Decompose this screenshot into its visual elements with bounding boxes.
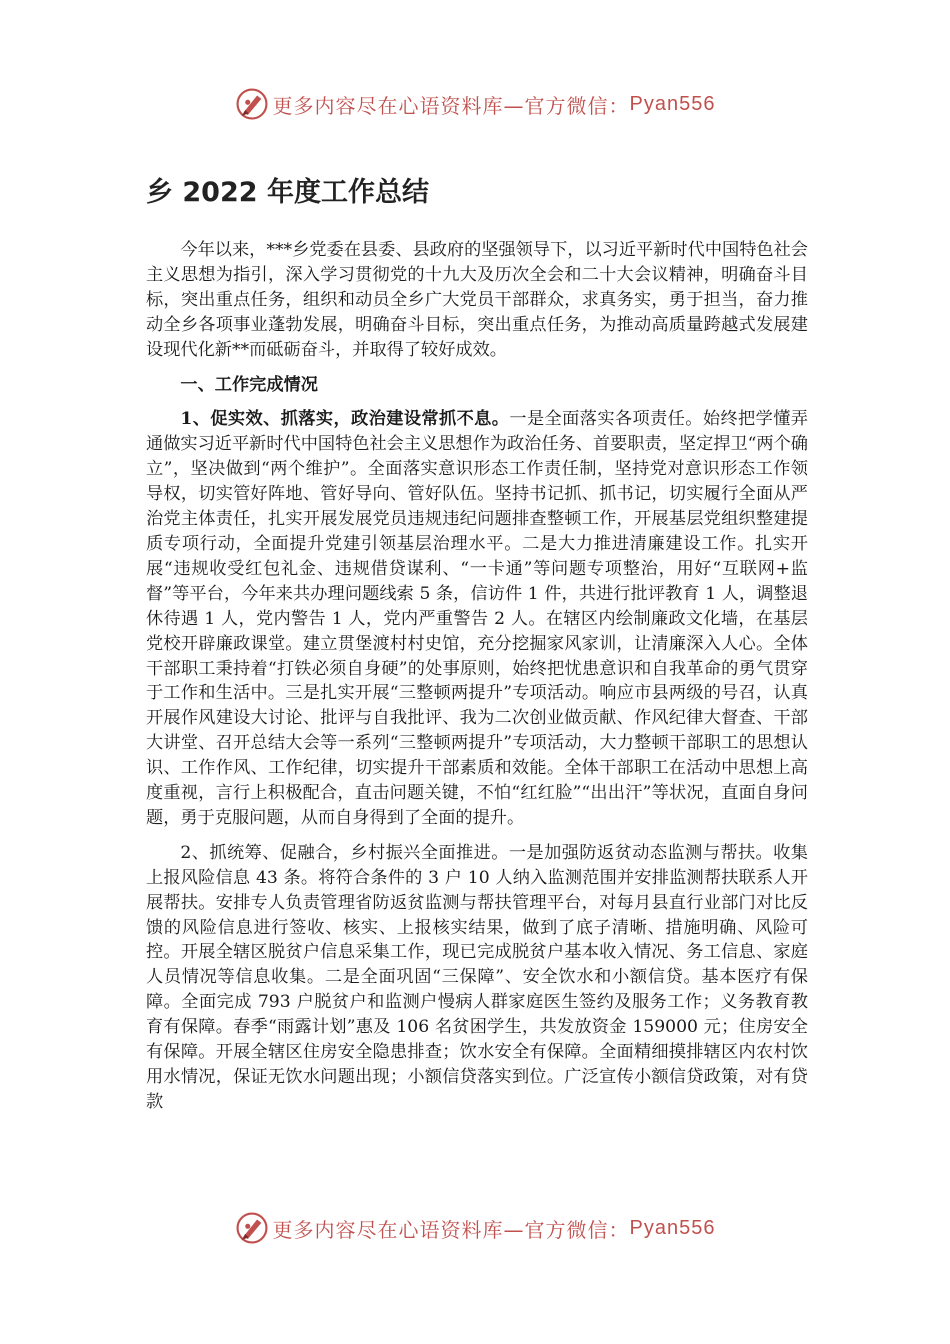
watermark-wechat-id: Pyan556 — [629, 92, 716, 115]
paragraph-1-body: 一是全面落实各项责任。始终把学懂弄通做实习近平新时代中国特色社会主义思想作为政治任务、首要职责，坚定捍卫“两个确立”，坚决做到“两个维护”。全面落实意识形态工作责任制，坚持党对意识形态工作领导权，切实管好阵地、管好导向、管好队伍。坚持书记抓、抓书记，切实履行全面从严治党主体责任，扎实开展发展党员违规违纪问题排查整顿工作，开展基层党组织整建提质专项行动，全面提升党建引领基层治理水平。二是大力推进清廉建设工作。扎实开展“违规收受红包礼金、违规借贷谋利、“一卡通”等问题专项整治，用好“互联网+监督”等平台，今年来共办理问题线索 5 条，信访件 1 件，共进行批评教育 1 人，调整退休待遇 1 人，党内警告 1 人，党内严重警告 2 人。在辖区内绘制廉政文化墙，在基层党校开辟廉政课堂。建立贯堡渡村村史馆，充分挖掘家风家训，让清廉深入人心。全体干部职工秉持着“打铁必须自身硬”的处事原则，始终把忧患意识和自我革命的勇气贯穿于工作和生活中。三是扎实开展“三整顿两提升”专项活动。响应市县两级的号召，认真开展作风建设大讨论、批评与自我批评、我为二次创业做贡献、作风纪律大督查、干部大讲堂、召开总结大会等一系列“三整顿两提升”专项活动，大力整顿干部职工的思想认识、工作作风、工作纪律，切实提升干部素质和效能。全体干部职工在活动中思想上高度重视，言行上积极配合，直击问题关键，不怕“红红脸”“出出汗”等状况，直面自身问题，勇于克服问题，从而自身得到了全面的提升。 — [146, 409, 808, 828]
paragraph-1-lead: 1、促实效、抓落实，政治建设常抓不息。 — [180, 409, 510, 430]
watermark-footer — [0, 1208, 950, 1248]
watermark-text: 更多内容尽在心语资料库—官方微信： — [272, 93, 630, 118]
watermark-text: 更多内容尽在心语资料库—官方微信： — [272, 1217, 630, 1242]
document-body — [146, 168, 808, 1125]
watermark-header — [0, 84, 950, 124]
document-title: 乡 2022 年度工作总结 — [146, 177, 429, 208]
pen-logo-icon — [235, 87, 269, 121]
section-heading: 一、工作完成情况 — [180, 374, 318, 395]
intro-paragraph: 今年以来，***乡党委在县委、县政府的坚强领导下，以习近平新时代中国特色社会主义思想为指引，深入学习贯彻党的十九大及历次全会和二十大会议精神，明确奋斗目标，突出重点任务，组织和动员全乡广大党员干部群众，求真务实，勇于担当，奋力推动全乡各项事业蓬勃发展，明确奋斗目标，突出重点任务，为推动高质量跨越式发展建设现代化新**而砥砺奋斗，并取得了较好成效。 — [146, 240, 808, 360]
pen-logo-icon — [235, 1211, 269, 1245]
watermark-wechat-id: Pyan556 — [629, 1216, 716, 1239]
paragraph-2: 2、抓统筹、促融合，乡村振兴全面推进。一是加强防返贫动态监测与帮扶。收集上报风险信息 43 条。将符合条件的 3 户 10 人纳入监测范围并安排监测帮扶联系人开展帮扶。安排专人负责管理省防返贫监测与帮扶管理平台，对每月县直行业部门对比反馈的风险信息进行签收、核实、上报核实结果，做到了底子清晰、措施明确、风险可控。开展全辖区脱贫户信息采集工作，现已完成脱贫户基本收入情况、务工信息、家庭人员情况等信息收集。二是全面巩固“三保障”、安全饮水和小额信贷。基本医疗有保障。全面完成 793 户脱贫户和监测户慢病人群家庭医生签约及服务工作；义务教育教育有保障。春季“雨露计划”惠及 106 名贫困学生，共发放资金 159000 元；住房安全有保障。开展全辖区住房安全隐患排查；饮水安全有保障。全面精细摸排辖区内农村饮用水情况，保证无饮水问题出现；小额信贷落实到位。广泛宣传小额信贷政策，对有贷款 — [146, 842, 808, 1112]
paragraph-1 — [146, 407, 808, 830]
